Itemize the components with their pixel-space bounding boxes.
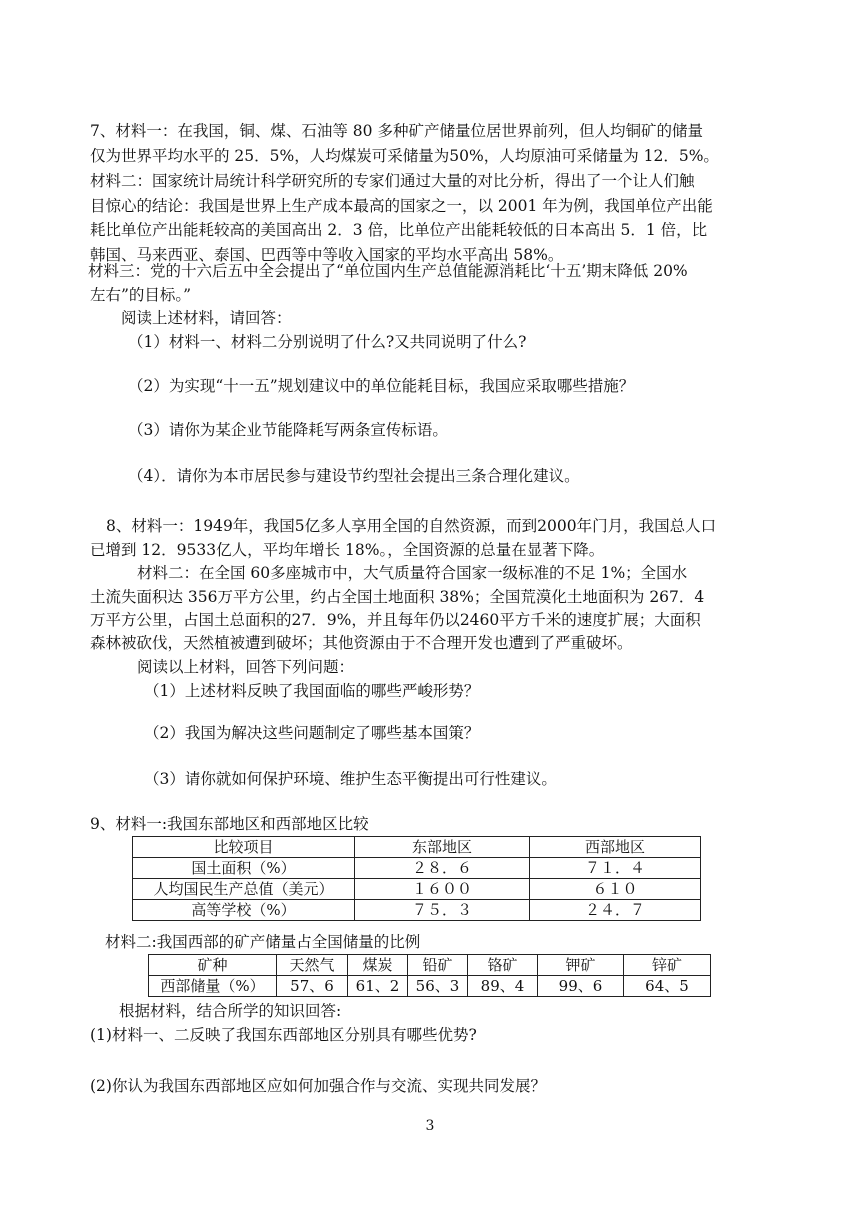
table-cell: 56、3 — [408, 976, 468, 997]
table-cell: 89、4 — [468, 976, 538, 997]
table-header-cell: 矿种 — [149, 955, 277, 976]
table-cell: 99、6 — [538, 976, 624, 997]
q7-question-2: （2）为实现“十一五”规划建议中的单位能耗目标，我国应采取哪些措施？ — [128, 377, 635, 395]
table-cell: 57、6 — [277, 976, 348, 997]
table-header-cell: 铬矿 — [468, 955, 538, 976]
q7-line-1: 7、材料一：在我国，铜、煤、石油等 80 多种矿产储量位居世界前列，但人均铜矿的储量 — [90, 122, 703, 140]
q8-line-6: 森林被砍伐，天然植被遭到破坏；其他资源由于不合理开发也遭到了严重破坏。 — [90, 634, 633, 652]
q7-line-6: 韩国、马来西亚、泰国、巴西等中等收入国家的平均水平高出 58%。 — [90, 246, 564, 264]
q7-question-3: （3）请你为某企业节能降耗写两条宣传标语。 — [128, 421, 448, 439]
table-header-row — [149, 955, 711, 976]
q7-prompt: 阅读上述材料，请回答： — [121, 309, 292, 327]
q8-line-4: 土流失面积达 356万平方公里，约占全国土地面积 38%；全国荒漠化土地面积为 267．4 — [90, 588, 705, 606]
q8-line-2: 已增到 12．9533亿人，平均年增长 18%。，全国资源的总量在显著下降。 — [90, 541, 605, 559]
table-cell: ７１．４ — [530, 858, 701, 879]
table-cell: 高等学校（%） — [133, 900, 355, 921]
table-row — [149, 976, 711, 997]
q9-title-material-2: 材料二:我国西部的矿产储量占全国储量的比例 — [105, 933, 421, 951]
table-header-cell: 东部地区 — [355, 837, 530, 858]
table-header-cell: 锌矿 — [624, 955, 711, 976]
q7-line-4: 目惊心的结论：我国是世界上生产成本最高的国家之一，以 2001 年为例，我国单位产出能 — [90, 197, 713, 215]
table-header-cell: 比较项目 — [133, 837, 355, 858]
q9-prompt: 根据材料，结合所学的知识回答: — [119, 1002, 342, 1020]
comparison-table — [132, 836, 701, 921]
q7-line-3: 材料二：国家统计局统计科学研究所的专家们通过大量的对比分析，得出了一个让人们触 — [90, 172, 695, 190]
q8-prompt: 阅读以上材料，回答下列问题： — [137, 658, 355, 676]
q8-line-5: 万平方公里，占国土总面积的27．9%，并且每年仍以2460平方千米的速度扩展；大面积 — [90, 611, 701, 629]
mineral-table — [148, 954, 711, 997]
table-cell: 人均国民生产总值（美元） — [133, 879, 355, 900]
table-header-cell: 钾矿 — [538, 955, 624, 976]
table-cell: 西部储量（%） — [149, 976, 277, 997]
q8-line-1: 8、材料一：1949年，我国5亿多人享用全国的自然资源，而到2000年门月，我国总人口 — [106, 517, 717, 535]
table-row — [133, 879, 701, 900]
q7-question-1: （1）材料一、材料二分别说明了什么?又共同说明了什么? — [128, 333, 527, 351]
table-cell: ６１０ — [530, 879, 701, 900]
table-header-cell: 铅矿 — [408, 955, 468, 976]
q9-question-1: (1)材料一、二反映了我国东西部地区分别具有哪些优势? — [90, 1026, 477, 1044]
table-cell: 64、5 — [624, 976, 711, 997]
table-cell: 61、2 — [348, 976, 408, 997]
q7-line-5: 耗比单位产出能耗较高的美国高出 2．3 倍，比单位产出能耗较低的日本高出 5．1 倍，比 — [90, 221, 708, 239]
table-cell: 国土面积（%） — [133, 858, 355, 879]
table-cell: ２４．７ — [530, 900, 701, 921]
table-header-row — [133, 837, 701, 858]
table-cell: ２８．６ — [355, 858, 530, 879]
q8-question-3: （3）请你就如何保护环境、维护生态平衡提出可行性建议。 — [144, 770, 557, 788]
table-cell: １６００ — [355, 879, 530, 900]
page-number: 3 — [425, 1118, 435, 1134]
table-row — [133, 858, 701, 879]
table-cell: ７５．３ — [355, 900, 530, 921]
q9-question-2: (2)你认为我国东西部地区应如何加强合作与交流、实现共同发展？ — [90, 1077, 546, 1095]
q8-question-2: （2）我国为解决这些问题制定了哪些基本国策？ — [144, 724, 480, 742]
q8-question-1: （1）上述材料反映了我国面临的哪些严峻形势？ — [144, 682, 480, 700]
q7-line-8: 左右”的目标。” — [90, 286, 192, 304]
q8-line-3: 材料二：在全国 60多座城市中，大气质量符合国家一级标准的不足 1%；全国水 — [137, 564, 688, 582]
q7-line-2: 仅为世界平均水平的 25．5%，人均煤炭可采储量为50%，人均原油可采储量为 12．5%。 — [90, 147, 719, 165]
table-header-cell: 天然气 — [277, 955, 348, 976]
table-header-cell: 煤炭 — [348, 955, 408, 976]
q9-title-material-1: 9、材料一:我国东部地区和西部地区比较 — [90, 815, 369, 833]
table-row — [133, 900, 701, 921]
table-header-cell: 西部地区 — [530, 837, 701, 858]
q7-question-4: （4）．请你为本市居民参与建设节约型社会提出三条合理化建议。 — [128, 467, 580, 485]
q7-line-7: 材料三：党的十六后五中全会提出了“单位国内生产总值能源消耗比‘十五’期末降低 20% — [88, 262, 688, 280]
